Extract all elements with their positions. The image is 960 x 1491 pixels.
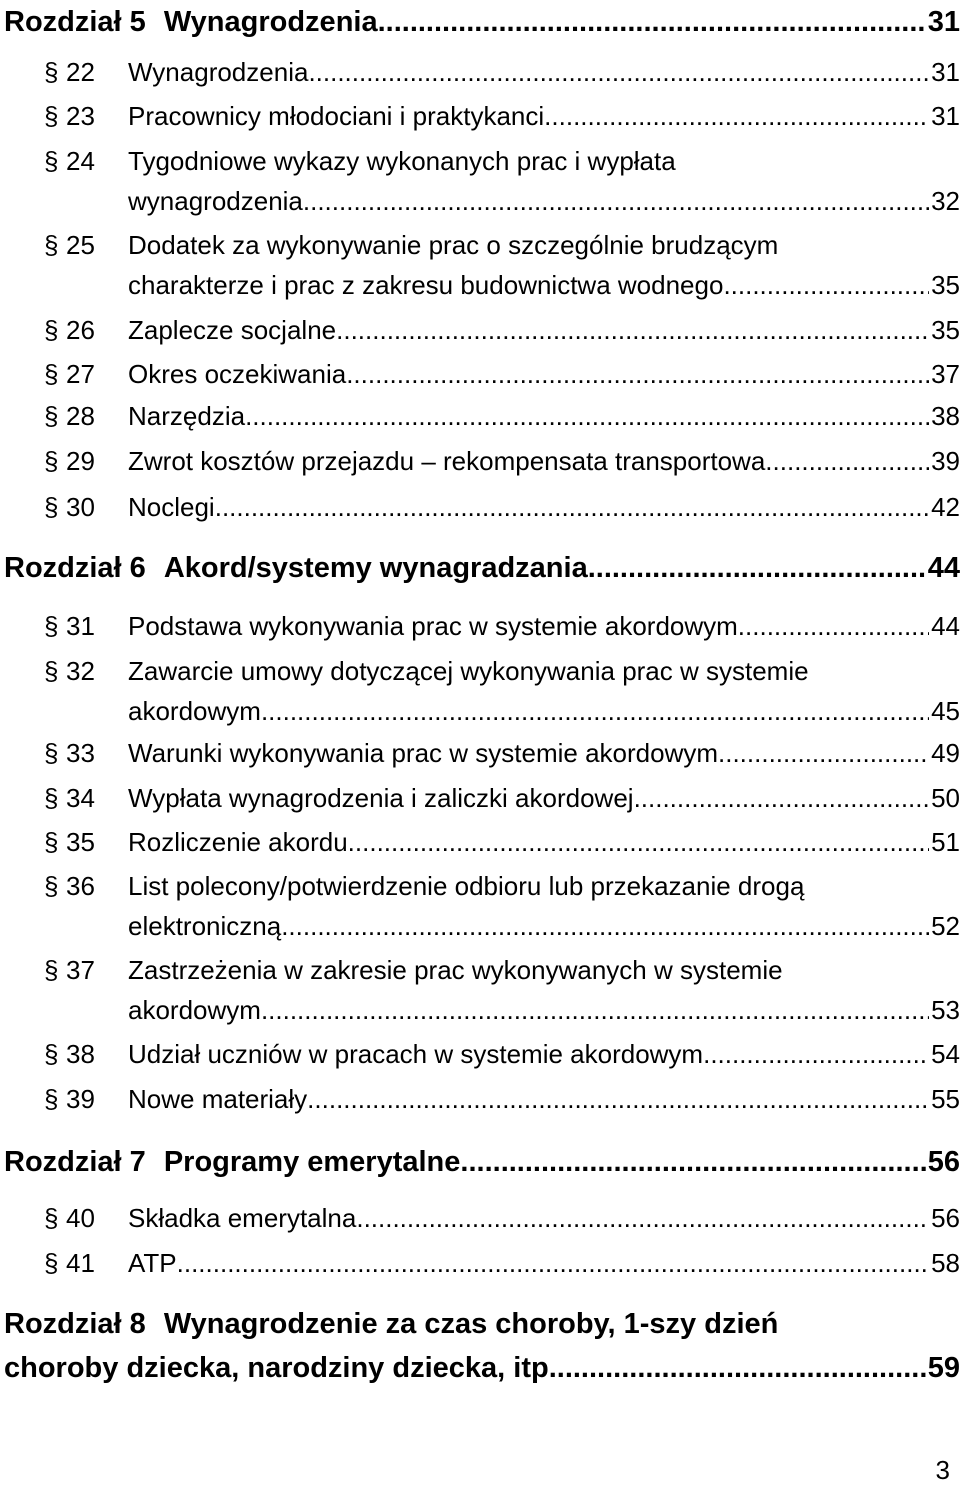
- section-symbol: §: [44, 315, 59, 345]
- section-title-line1: Dodatek za wykonywanie prac o szczególnie brudzącym: [128, 230, 779, 260]
- toc-section-line: [128, 606, 960, 646]
- section-title-line1: List polecony/potwierdzenie odbioru lub przekazanie drogą: [128, 871, 805, 901]
- toc-section-line: [128, 906, 960, 946]
- section-number: 24: [66, 146, 95, 176]
- dot-leader: [557, 1346, 926, 1390]
- dot-leader: [336, 310, 929, 350]
- section-title: Składka emerytalna: [128, 1203, 357, 1233]
- section-body: [128, 822, 960, 862]
- section-number: 32: [66, 656, 95, 686]
- toc-section-line: [128, 96, 960, 136]
- page-ref: 38: [931, 401, 960, 431]
- toc-section-line: [128, 1034, 960, 1074]
- page-ref: 35: [931, 315, 960, 345]
- section-body: [128, 733, 960, 773]
- chapter-title: choroby dziecka, narodziny dziecka, itp.: [4, 1352, 557, 1384]
- section-title-line1: Zawarcie umowy dotyczącej wykonywania prac w systemie: [128, 656, 809, 686]
- section-body: [128, 441, 960, 481]
- page-ref: 53: [931, 995, 960, 1025]
- toc-section-line: [128, 310, 960, 350]
- dot-leader: [378, 0, 926, 44]
- dot-leader: [307, 1079, 929, 1119]
- section-title: ATP: [128, 1248, 177, 1278]
- page-ref: 31: [931, 101, 960, 131]
- section-title: elektroniczną: [128, 911, 282, 941]
- section-title: Podstawa wykonywania prac w systemie akordowym: [128, 611, 738, 641]
- section-symbol: §: [44, 446, 59, 476]
- section-body: [128, 225, 960, 305]
- chapter-number: Rozdział 8: [4, 1308, 146, 1340]
- page-ref: 50: [931, 783, 960, 813]
- section-symbol: §: [44, 656, 59, 686]
- section-symbol: §: [44, 955, 59, 985]
- section-title: Wypłata wynagrodzenia i zaliczki akordowej: [128, 783, 634, 813]
- dot-leader: [723, 265, 929, 305]
- toc-section-line: [128, 778, 960, 818]
- section-symbol: §: [44, 871, 59, 901]
- page-ref: 52: [931, 911, 960, 941]
- page-ref: 45: [931, 696, 960, 726]
- page-ref: 35: [931, 270, 960, 300]
- section-body: [128, 1034, 960, 1074]
- section-number: 25: [66, 230, 95, 260]
- section-title: Udział uczniów w pracach w systemie akordowym: [128, 1039, 704, 1069]
- section-body: [128, 1198, 960, 1238]
- dot-leader: [718, 733, 929, 773]
- toc-section-line: [128, 733, 960, 773]
- page-ref: 51: [931, 827, 960, 857]
- toc-section-line: [128, 52, 960, 92]
- section-body: [128, 778, 960, 818]
- section-symbol: §: [44, 1203, 59, 1233]
- toc-chapter-entry[interactable]: [4, 1140, 960, 1184]
- section-title-line1: Tygodniowe wykazy wykonanych prac i wypłata: [128, 146, 676, 176]
- section-number: 30: [66, 492, 95, 522]
- toc-section-line: [128, 265, 960, 305]
- chapter-title: Programy emerytalne: [163, 1146, 461, 1178]
- page-ref: 39: [931, 446, 960, 476]
- section-number: 26: [66, 315, 95, 345]
- chapter-title: Akord/systemy wynagradzania: [163, 552, 588, 584]
- chapter-title: Wynagrodzenia: [163, 6, 378, 38]
- section-title: Zwrot kosztów przejazdu – rekompensata transportowa: [128, 446, 766, 476]
- toc-chapter-line: [4, 546, 960, 590]
- page-ref: 54: [931, 1039, 960, 1069]
- section-number: 23: [66, 101, 95, 131]
- section-number: 28: [66, 401, 95, 431]
- dot-leader: [460, 1140, 925, 1184]
- section-title: Okres oczekiwania: [128, 359, 347, 389]
- section-body: [128, 950, 960, 1030]
- section-symbol: §: [44, 827, 59, 857]
- toc-section-line: [128, 441, 960, 481]
- section-symbol: §: [44, 1248, 59, 1278]
- toc-section-line: [128, 354, 960, 394]
- page-ref: 59: [927, 1352, 960, 1384]
- toc-section-line: [128, 1198, 960, 1238]
- section-symbol: §: [44, 359, 59, 389]
- page-ref: 58: [931, 1248, 960, 1278]
- section-symbol: §: [44, 1039, 59, 1069]
- section-body: [128, 354, 960, 394]
- section-number: 36: [66, 871, 95, 901]
- dot-leader: [177, 1243, 929, 1283]
- toc-chapter-line: [4, 0, 960, 44]
- section-title: Wynagrodzenia: [128, 57, 309, 87]
- page-ref: 42: [931, 492, 960, 522]
- dot-leader: [261, 691, 929, 731]
- dot-leader: [281, 906, 929, 946]
- section-number: 37: [66, 955, 95, 985]
- dot-leader: [346, 354, 929, 394]
- section-number: 34: [66, 783, 95, 813]
- section-number: 29: [66, 446, 95, 476]
- section-number: 38: [66, 1039, 95, 1069]
- section-body: [128, 487, 960, 527]
- section-title: akordowym: [128, 696, 261, 726]
- toc-section-line: [128, 1243, 960, 1283]
- page-ref: 32: [931, 186, 960, 216]
- section-number: 40: [66, 1203, 95, 1233]
- section-body: [128, 310, 960, 350]
- chapter-number: Rozdział 7: [4, 1146, 146, 1178]
- chapter-number: Rozdział 6: [4, 552, 146, 584]
- chapter-number: Rozdział 5: [4, 6, 146, 38]
- section-body: [128, 651, 960, 731]
- section-title: Warunki wykonywania prac w systemie akordowym: [128, 738, 719, 768]
- section-symbol: §: [44, 783, 59, 813]
- section-number: 41: [66, 1248, 95, 1278]
- section-body: [128, 396, 960, 436]
- dot-leader: [308, 52, 929, 92]
- section-title-line1: Zastrzeżenia w zakresie prac wykonywanych w systemie: [128, 955, 783, 985]
- dot-leader: [634, 778, 930, 818]
- page-ref: 56: [931, 1203, 960, 1233]
- toc-section-line: [128, 396, 960, 436]
- page-ref: 44: [927, 552, 960, 584]
- section-title: charakterze i prac z zakresu budownictwa wodnego: [128, 270, 724, 300]
- section-title: wynagrodzenia: [128, 186, 303, 216]
- page-ref: 55: [931, 1084, 960, 1114]
- section-number: 27: [66, 359, 95, 389]
- toc-chapter-entry[interactable]: [4, 546, 960, 590]
- page-ref: 31: [931, 57, 960, 87]
- section-symbol: §: [44, 101, 59, 131]
- section-title: Rozliczenie akordu: [128, 827, 348, 857]
- dot-leader: [738, 606, 929, 646]
- toc-section-line: [128, 691, 960, 731]
- section-body: [128, 1243, 960, 1283]
- section-symbol: §: [44, 57, 59, 87]
- section-title: Nowe materiały: [128, 1084, 308, 1114]
- dot-leader: [588, 546, 926, 590]
- page-ref: 49: [931, 738, 960, 768]
- section-symbol: §: [44, 492, 59, 522]
- section-symbol: §: [44, 738, 59, 768]
- dot-leader: [356, 1198, 929, 1238]
- dot-leader: [544, 96, 929, 136]
- toc-chapter-entry[interactable]: [4, 0, 960, 44]
- toc-chapter-entry[interactable]: [4, 1302, 960, 1390]
- dot-leader: [765, 441, 929, 481]
- dot-leader: [245, 396, 929, 436]
- dot-leader: [303, 181, 929, 221]
- section-body: [128, 96, 960, 136]
- section-body: [128, 141, 960, 221]
- toc-chapter-line: [4, 1140, 960, 1184]
- page-number: 3: [935, 1455, 950, 1485]
- section-symbol: §: [44, 230, 59, 260]
- toc-section-line: [128, 487, 960, 527]
- section-body: [128, 52, 960, 92]
- section-symbol: §: [44, 1084, 59, 1114]
- section-number: 22: [66, 57, 95, 87]
- section-title: akordowym: [128, 995, 261, 1025]
- dot-leader: [703, 1034, 929, 1074]
- section-number: 35: [66, 827, 95, 857]
- toc-section-line: [128, 1079, 960, 1119]
- section-symbol: §: [44, 401, 59, 431]
- section-title: Noclegi: [128, 492, 215, 522]
- page-ref: 44: [931, 611, 960, 641]
- page-ref: 31: [927, 6, 960, 38]
- section-title: Pracownicy młodociani i praktykanci: [128, 101, 545, 131]
- toc-section-line: [128, 181, 960, 221]
- section-number: 31: [66, 611, 95, 641]
- dot-leader: [261, 990, 929, 1030]
- page-ref: 56: [927, 1146, 960, 1178]
- toc-chapter-line: [4, 1302, 960, 1346]
- toc-section-line: [128, 990, 960, 1030]
- section-symbol: §: [44, 146, 59, 176]
- page-ref: 37: [931, 359, 960, 389]
- section-number: 33: [66, 738, 95, 768]
- chapter-title-line1: Wynagrodzenie za czas choroby, 1-szy dzień: [163, 1308, 779, 1340]
- section-symbol: §: [44, 611, 59, 641]
- section-body: [128, 1079, 960, 1119]
- section-title: Zaplecze socjalne: [128, 315, 337, 345]
- section-number: 39: [66, 1084, 95, 1114]
- dot-leader: [348, 822, 929, 862]
- toc-section-line: [128, 822, 960, 862]
- dot-leader: [215, 487, 929, 527]
- toc-chapter-line: [4, 1346, 960, 1390]
- section-body: [128, 866, 960, 946]
- section-title: Narzędzia: [128, 401, 246, 431]
- section-body: [128, 606, 960, 646]
